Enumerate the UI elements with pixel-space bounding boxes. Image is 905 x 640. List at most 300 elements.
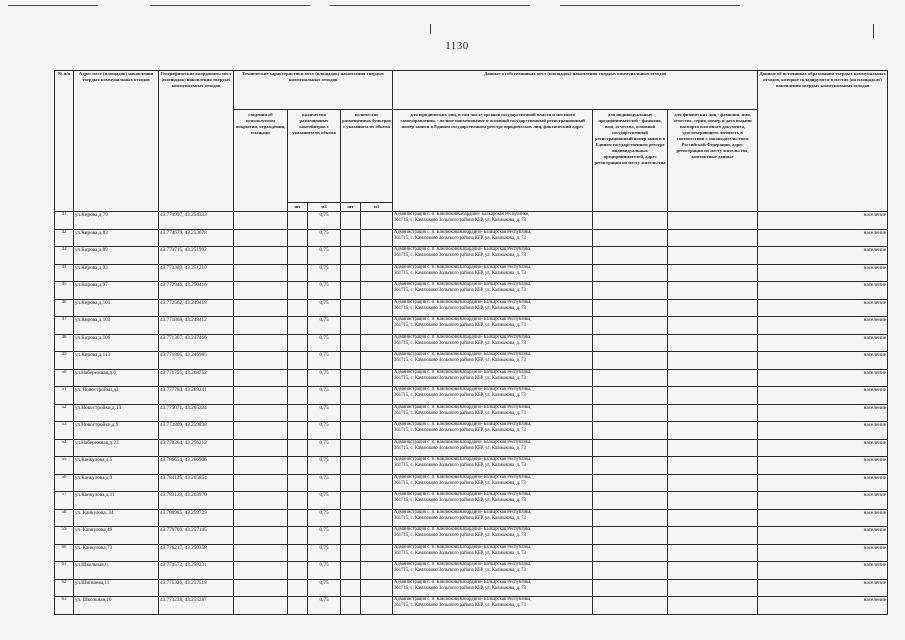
row-coordinates: 43.770364, 43.256212 — [159, 439, 234, 457]
scan-rule — [330, 5, 530, 6]
row-source: население — [758, 334, 888, 352]
row-owner — [393, 562, 593, 580]
row-bunker-count — [341, 422, 361, 440]
row-address: ул.Кирова,д.109 — [74, 334, 159, 352]
row-address: ул.Новостройки,д.9 — [74, 422, 159, 440]
row-source: население — [758, 474, 888, 492]
row-bunker-volume — [361, 387, 393, 405]
row-individual — [668, 457, 758, 475]
owner-line: 361715, с. Камлюково Зольского района КБР, ул. Калмыкова, д. 73 — [394, 498, 526, 504]
row-container-volume: 0,75 — [308, 404, 341, 422]
row-individual — [668, 509, 758, 527]
row-individual — [668, 299, 758, 317]
owner-line: 361715, с. Камлюково Зольского района КБР, ул. Калмыкова, д. 73 — [394, 445, 526, 451]
row-surface — [234, 317, 288, 335]
row-bunker-count — [341, 439, 361, 457]
row-entrepreneur — [593, 474, 668, 492]
row-bunker-count — [341, 509, 361, 527]
owner-line: 361715, с. Камлюково Зольского района КБР, ул. Калмыкова, д. 73 — [394, 480, 526, 486]
row-bunker-count — [341, 387, 361, 405]
owner-line: 361715, с. Камлюково Зольского района КБР, ул. Калмыкова, д. 73 — [394, 410, 526, 416]
row-container-volume: 0,75 — [308, 579, 341, 597]
row-container-volume: 0,75 — [308, 422, 341, 440]
header-owner-group: Данные о собственниках мест (площадок) накопления твердых коммунальных отходов — [393, 71, 758, 110]
row-bunker-count — [341, 457, 361, 475]
owner-line: Администрация с. п. КамлюковоКабардино- Балкарская Республика, — [394, 352, 532, 357]
row-coordinates: 43.775326, 43.257518 — [159, 579, 234, 597]
row-individual — [668, 439, 758, 457]
owner-line: Администрация с. п. КамлюковоКабардино- Балкарская Республика, — [394, 474, 532, 480]
row-bunker-count — [341, 282, 361, 300]
row-address: ул.Кирова,д.83 — [74, 229, 159, 247]
row-surface — [234, 334, 288, 352]
row-owner — [393, 579, 593, 597]
row-individual — [668, 562, 758, 580]
row-number: 43 — [55, 247, 74, 265]
owner-line: 361715, с. Камлюково Зольского района КБР, ул. Калмыкова, д. 73 — [394, 253, 526, 259]
row-owner — [393, 544, 593, 562]
row-surface — [234, 597, 288, 615]
row-bunker-volume — [361, 474, 393, 492]
row-container-count — [288, 422, 308, 440]
owner-line: 361715, с. Камлюково Зольского района КБР, ул. Калмыкова, д. 73 — [394, 305, 526, 311]
row-address: ул.Кирова,д.89 — [74, 247, 159, 265]
row-source: население — [758, 579, 888, 597]
row-container-volume: 0,75 — [308, 509, 341, 527]
row-number: 50 — [55, 369, 74, 387]
row-container-volume: 0,75 — [308, 387, 341, 405]
waste-sites-table — [54, 70, 888, 615]
row-bunker-volume — [361, 264, 393, 282]
table-row — [55, 387, 888, 405]
row-owner — [393, 282, 593, 300]
row-bunker-volume — [361, 422, 393, 440]
page-number: 1130 — [445, 40, 469, 52]
row-container-count — [288, 282, 308, 300]
row-source: население — [758, 562, 888, 580]
table-row — [55, 457, 888, 475]
owner-line: 361715, с. Камлюково Зольского района КБР, ул. Калмыкова, д. 73 — [394, 550, 526, 556]
row-bunker-count — [341, 369, 361, 387]
row-bunker-count — [341, 492, 361, 510]
row-bunker-volume — [361, 597, 393, 615]
row-container-count — [288, 404, 308, 422]
table-row — [55, 247, 888, 265]
row-bunker-volume — [361, 404, 393, 422]
row-number: 49 — [55, 352, 74, 370]
row-number: 63 — [55, 597, 74, 615]
owner-line: Администрация с. п. КамлюковоКабардино- Балкарская Республика, — [394, 334, 532, 340]
row-number: 52 — [55, 404, 74, 422]
owner-line: Администрация с. п. КамлюковоКабардино- Балкарская Республика, — [394, 264, 532, 270]
row-bunker-volume — [361, 369, 393, 387]
owner-line: Администрация с. п. КамлюковоКабардино- Балкарская Республика, — [394, 492, 532, 497]
row-number: 48 — [55, 334, 74, 352]
row-coordinates: 43.772946, 43.250416 — [159, 282, 234, 300]
row-bunker-count — [341, 334, 361, 352]
row-individual — [668, 527, 758, 545]
row-number: 51 — [55, 387, 74, 405]
row-individual — [668, 247, 758, 265]
header-unit-m3: м3 — [361, 203, 393, 212]
owner-line: Администрация с. п. КамлюковоКабардино- Балкарская Республика, — [394, 457, 532, 462]
header-address: Адрес мест (площадок) накопления твердых коммунальных отходов — [74, 71, 159, 212]
table-row — [55, 264, 888, 282]
row-bunker-count — [341, 544, 361, 562]
row-number: 61 — [55, 562, 74, 580]
row-container-volume: 0,75 — [308, 352, 341, 370]
row-coordinates: 43.783123, 43.263970 — [159, 492, 234, 510]
row-bunker-count — [341, 562, 361, 580]
row-coordinates: 43.774572, 43.258231 — [159, 562, 234, 580]
row-surface — [234, 492, 288, 510]
row-bunker-volume — [361, 299, 393, 317]
owner-line: Администрация с. п. КамлюковоКабардино- Балкарская Республика, — [394, 562, 532, 567]
row-surface — [234, 352, 288, 370]
row-owner — [393, 597, 593, 615]
owner-line: Администрация с. п. КамлюковоКабардино- Балкарская Республика, — [394, 509, 532, 515]
row-individual — [668, 544, 758, 562]
table-row — [55, 562, 888, 580]
row-container-count — [288, 247, 308, 265]
row-source: население — [758, 264, 888, 282]
header-unit-m3: м3 — [308, 203, 341, 212]
row-surface — [234, 509, 288, 527]
row-owner — [393, 527, 593, 545]
row-surface — [234, 439, 288, 457]
row-source: население — [758, 527, 888, 545]
row-source: население — [758, 422, 888, 440]
owner-line: Администрация с. п. КамлюковоКабардино- Балкарская Республика, — [394, 422, 532, 427]
row-bunker-volume — [361, 562, 393, 580]
row-individual — [668, 352, 758, 370]
row-entrepreneur — [593, 212, 668, 230]
row-source: население — [758, 509, 888, 527]
row-bunker-count — [341, 317, 361, 335]
row-container-volume: 0,75 — [308, 334, 341, 352]
row-container-volume: 0,75 — [308, 544, 341, 562]
row-owner — [393, 369, 593, 387]
row-address: ул.Кирова,д.79 — [74, 212, 159, 230]
row-owner — [393, 352, 593, 370]
scan-rule — [560, 5, 740, 6]
row-container-count — [288, 387, 308, 405]
row-bunker-volume — [361, 579, 393, 597]
row-number: 44 — [55, 264, 74, 282]
row-entrepreneur — [593, 369, 668, 387]
row-coordinates: 43.773238, 43.255287 — [159, 597, 234, 615]
owner-line: Администрация с. п. КамлюковоКабардино- Балкарская Республика, — [394, 439, 532, 445]
row-surface — [234, 369, 288, 387]
scan-mark — [873, 24, 874, 38]
row-number: 56 — [55, 474, 74, 492]
row-surface — [234, 527, 288, 545]
row-coordinates: 43.774679, 43.253678 — [159, 229, 234, 247]
row-address: ул.Кирова,д.93 — [74, 264, 159, 282]
row-owner — [393, 474, 593, 492]
row-surface — [234, 387, 288, 405]
row-surface — [234, 579, 288, 597]
table-row — [55, 282, 888, 300]
row-container-volume: 0,75 — [308, 299, 341, 317]
owner-line: Администрация с. п. КамлюковоКабардино- Балкарская Республика, — [394, 317, 532, 322]
row-bunker-count — [341, 299, 361, 317]
scan-rule — [8, 5, 98, 6]
row-bunker-volume — [361, 439, 393, 457]
owner-line: 361715, с. Камлюково Зольского района КБР, ул. Калмыкова, д. 73 — [394, 375, 526, 381]
row-individual — [668, 597, 758, 615]
row-owner — [393, 439, 593, 457]
table-row — [55, 509, 888, 527]
row-surface — [234, 562, 288, 580]
row-owner — [393, 247, 593, 265]
owner-line: 361715, с. Камлюково Зольского района КБР, ул. Калмыкова, д. 73 — [394, 428, 526, 434]
row-number: 60 — [55, 544, 74, 562]
owner-line: Администрация с. п. КамлюковоКабардино- Балкарская Республика, — [394, 387, 532, 392]
row-owner — [393, 264, 593, 282]
row-individual — [668, 282, 758, 300]
row-surface — [234, 212, 288, 230]
row-coordinates: 43.784125, 43.265854 — [159, 474, 234, 492]
header-entrepreneurs: для индивидуальных предпринимателей - фамилия, имя, отчество, основной государственный регистрационный номер записи в Едином государственном реестре индивидуальных предпринимателей, адрес регистрации по месту жительства — [593, 110, 668, 212]
row-address: ул.Новостройки,д.13 — [74, 404, 159, 422]
row-entrepreneur — [593, 282, 668, 300]
table-row — [55, 474, 888, 492]
row-address: ул. Канкулова,73 — [74, 544, 159, 562]
row-source: население — [758, 352, 888, 370]
row-container-volume: 0,75 — [308, 229, 341, 247]
row-address: ул.Набережная,д.6 — [74, 369, 159, 387]
row-source: население — [758, 212, 888, 230]
scan-mark — [430, 24, 431, 34]
row-number: 41 — [55, 212, 74, 230]
table-row — [55, 404, 888, 422]
row-individual — [668, 369, 758, 387]
row-entrepreneur — [593, 352, 668, 370]
table-row — [55, 299, 888, 317]
row-number: 46 — [55, 299, 74, 317]
row-coordinates: 43.777784, 43.269241 — [159, 387, 234, 405]
row-number: 57 — [55, 492, 74, 510]
row-container-count — [288, 509, 308, 527]
row-container-volume: 0,75 — [308, 264, 341, 282]
row-container-volume: 0,75 — [308, 474, 341, 492]
row-entrepreneur — [593, 597, 668, 615]
row-address: ул.Набережная,д.23 — [74, 439, 159, 457]
table-row — [55, 369, 888, 387]
row-bunker-volume — [361, 509, 393, 527]
row-surface — [234, 474, 288, 492]
row-source: население — [758, 404, 888, 422]
row-source: население — [758, 247, 888, 265]
row-source: население — [758, 387, 888, 405]
row-bunker-count — [341, 579, 361, 597]
owner-line: 361715, с. Камлюково Зольского района КБР, ул. Калмыкова, д. 73 — [394, 463, 526, 469]
row-bunker-count — [341, 474, 361, 492]
row-address: ул.Канкулова,д.9 — [74, 474, 159, 492]
row-container-count — [288, 474, 308, 492]
row-source: население — [758, 597, 888, 615]
row-surface — [234, 544, 288, 562]
row-address: ул. Канкулова,49 — [74, 527, 159, 545]
row-owner — [393, 317, 593, 335]
row-address: ул.Шипшева,11 — [74, 579, 159, 597]
row-coordinates: 43.772562, 43.249418 — [159, 299, 234, 317]
row-bunker-volume — [361, 229, 393, 247]
row-container-count — [288, 527, 308, 545]
owner-line: 361715, с. Камлюково Зольского района КБР, ул. Калмыкова, д. 73 — [394, 288, 526, 294]
row-individual — [668, 474, 758, 492]
row-number: 59 — [55, 527, 74, 545]
row-surface — [234, 282, 288, 300]
row-container-volume: 0,75 — [308, 212, 341, 230]
table-row — [55, 544, 888, 562]
row-individual — [668, 212, 758, 230]
row-container-count — [288, 562, 308, 580]
row-address: ул.Школьная,6 — [74, 562, 159, 580]
header-num: № п/п — [55, 71, 74, 212]
row-individual — [668, 387, 758, 405]
row-container-count — [288, 579, 308, 597]
scan-rule — [150, 5, 310, 6]
row-container-count — [288, 334, 308, 352]
row-source: население — [758, 369, 888, 387]
table-row — [55, 212, 888, 230]
row-address: ул. Канкулова, 34 — [74, 509, 159, 527]
row-entrepreneur — [593, 457, 668, 475]
row-source: население — [758, 544, 888, 562]
header-unit-pcs: шт — [341, 203, 361, 212]
owner-line: 361715, с. Камлюково Зольского района КБР, ул. Калмыкова, д. 73 — [394, 358, 526, 364]
row-address: ул.Кирова,д.97 — [74, 282, 159, 300]
row-coordinates: 43.772809, 43.259838 — [159, 422, 234, 440]
row-coordinates: 43.771307, 43.247466 — [159, 334, 234, 352]
row-container-volume: 0,75 — [308, 562, 341, 580]
row-container-count — [288, 352, 308, 370]
owner-line: Администрация с. п. КамлюковоКабардино- Балкарская Республика, — [394, 247, 532, 252]
row-owner — [393, 212, 593, 230]
row-source: население — [758, 457, 888, 475]
row-bunker-count — [341, 352, 361, 370]
owner-line: 361715, с. Камлюково Зольского района КБР, ул. Калмыкова, д. 73 — [394, 533, 526, 539]
row-container-count — [288, 229, 308, 247]
row-number: 42 — [55, 229, 74, 247]
row-source: население — [758, 439, 888, 457]
row-individual — [668, 334, 758, 352]
owner-line: 361715, с. Камлюково Зольского района КБР, ул. Калмыкова, д. 73 — [394, 568, 526, 574]
row-owner — [393, 457, 593, 475]
row-owner — [393, 387, 593, 405]
table-row — [55, 229, 888, 247]
table-row — [55, 579, 888, 597]
row-source: население — [758, 299, 888, 317]
row-address: ул.Кирова,д.113 — [74, 352, 159, 370]
row-source: население — [758, 229, 888, 247]
row-entrepreneur — [593, 422, 668, 440]
row-coordinates: 43.771805, 43.246985 — [159, 352, 234, 370]
row-coordinates: 43.773389, 43.251210 — [159, 264, 234, 282]
header-legal: для юридических лиц, в том числе органов государственной власти и местного самоуправления, - полное наименование и основной государственный регистрационный номер записи в Едином государственном реестре юридических лиц, фактический адрес — [393, 110, 593, 212]
row-address: ул.Кирова,д.101 — [74, 299, 159, 317]
owner-line: 361715, с. Камлюково Зольского района КБР, ул. Калмыкова, д. 73 — [394, 235, 526, 241]
row-surface — [234, 404, 288, 422]
row-number: 58 — [55, 509, 74, 527]
row-container-count — [288, 299, 308, 317]
row-container-volume: 0,75 — [308, 492, 341, 510]
row-source: население — [758, 317, 888, 335]
row-coordinates: 43.775071, 43.265224 — [159, 404, 234, 422]
row-surface — [234, 247, 288, 265]
row-bunker-volume — [361, 492, 393, 510]
row-container-volume: 0,75 — [308, 317, 341, 335]
owner-line: Администрация с. п. КамлюковоКабардино- Балкарская Республика, — [394, 282, 532, 287]
row-individual — [668, 404, 758, 422]
owner-line: Администрация с. п. КамлюковКабардино- Балкарская Республика, — [394, 212, 530, 217]
row-coordinates: 43.776217, 43.250358 — [159, 544, 234, 562]
row-individual — [668, 229, 758, 247]
row-bunker-volume — [361, 282, 393, 300]
row-coordinates: 43.786654, 43.266906 — [159, 457, 234, 475]
row-surface — [234, 457, 288, 475]
row-owner — [393, 492, 593, 510]
row-container-count — [288, 212, 308, 230]
row-container-volume: 0,75 — [308, 439, 341, 457]
owner-line: 361715, с. Камлюково Зольского района КБР, ул. Калмыкова, д. 73 — [394, 340, 526, 346]
row-number: 45 — [55, 282, 74, 300]
row-surface — [234, 264, 288, 282]
table-row — [55, 352, 888, 370]
row-surface — [234, 299, 288, 317]
row-entrepreneur — [593, 509, 668, 527]
row-surface — [234, 229, 288, 247]
row-container-count — [288, 264, 308, 282]
row-container-count — [288, 369, 308, 387]
row-individual — [668, 492, 758, 510]
header-tech-group: Технические характеристики мест (площадок) накопления твердых коммунальных отходов — [234, 71, 393, 110]
row-source: население — [758, 492, 888, 510]
row-surface — [234, 422, 288, 440]
header-unit-pcs: шт — [288, 203, 308, 212]
row-container-count — [288, 597, 308, 615]
row-individual — [668, 317, 758, 335]
row-container-volume: 0,75 — [308, 247, 341, 265]
row-container-count — [288, 544, 308, 562]
row-entrepreneur — [593, 404, 668, 422]
row-owner — [393, 299, 593, 317]
row-bunker-volume — [361, 527, 393, 545]
row-coordinates: 43.779700, 43.257145 — [159, 527, 234, 545]
row-entrepreneur — [593, 247, 668, 265]
row-bunker-volume — [361, 334, 393, 352]
row-individual — [668, 422, 758, 440]
row-container-count — [288, 317, 308, 335]
row-number: 47 — [55, 317, 74, 335]
row-bunker-volume — [361, 457, 393, 475]
row-number: 55 — [55, 457, 74, 475]
row-container-count — [288, 457, 308, 475]
row-entrepreneur — [593, 562, 668, 580]
row-coordinates: 43.773715, 43.251992 — [159, 247, 234, 265]
row-entrepreneur — [593, 317, 668, 335]
row-container-volume: 0,75 — [308, 369, 341, 387]
row-bunker-count — [341, 527, 361, 545]
table-row — [55, 527, 888, 545]
table-row — [55, 597, 888, 615]
row-container-volume: 0,75 — [308, 527, 341, 545]
row-coordinates: 43.780985, 43.259729 — [159, 509, 234, 527]
table-row — [55, 317, 888, 335]
owner-line: Администрация с. п. КамлюковоКабардино- Балкарская Республика, — [394, 299, 532, 305]
